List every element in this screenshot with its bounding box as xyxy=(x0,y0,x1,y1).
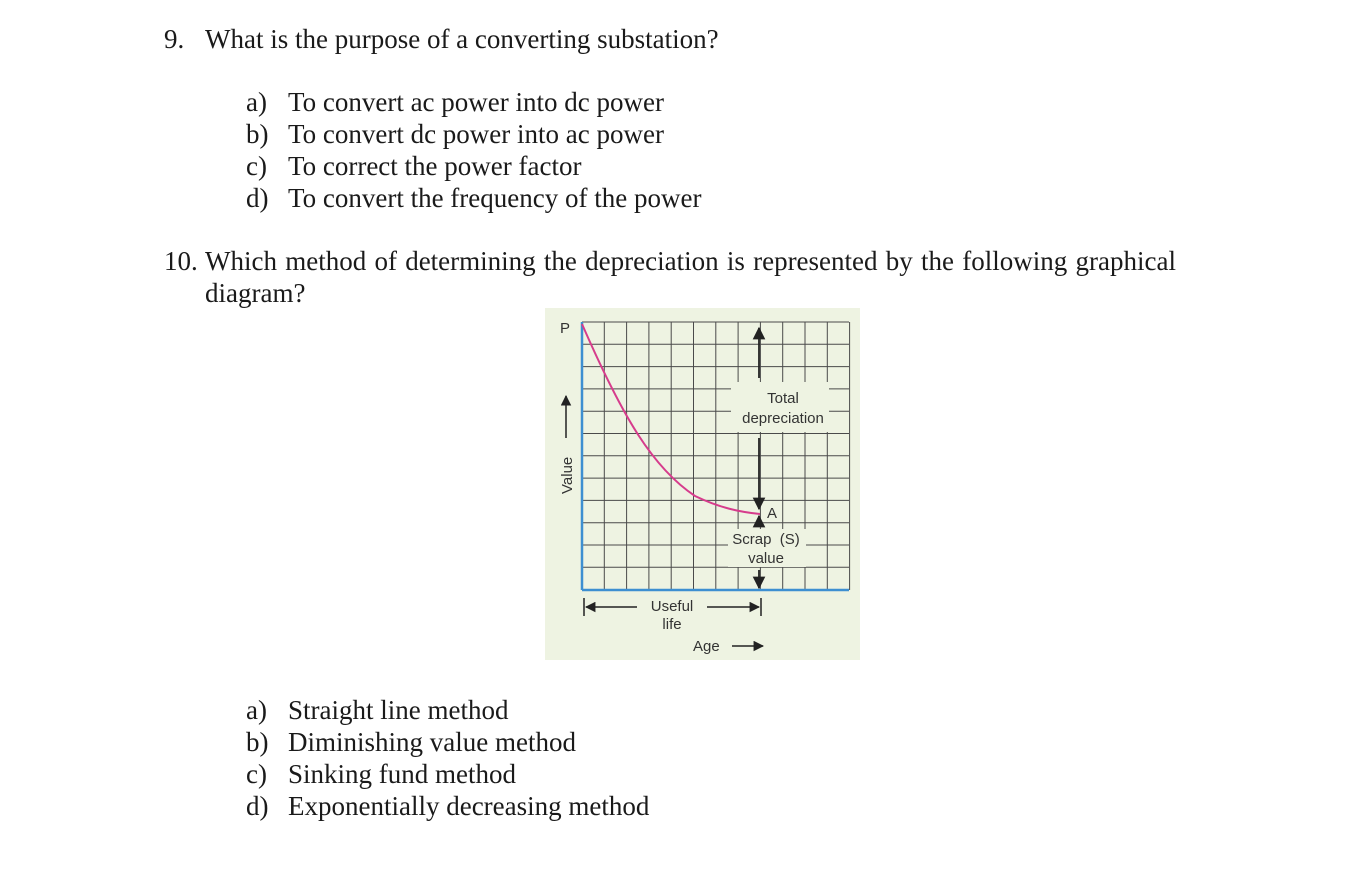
p-label: P xyxy=(560,320,571,337)
useful-label-line-2: life xyxy=(662,616,682,633)
option-text: To convert dc power into ac power xyxy=(288,119,664,149)
option-d[interactable] xyxy=(246,790,946,822)
option-label: a) xyxy=(246,695,267,725)
question-text-line-2: diagram? xyxy=(205,278,306,308)
option-d[interactable] xyxy=(246,182,946,214)
question-text: What is the purpose of a converting substation? xyxy=(205,24,719,54)
option-label: a) xyxy=(246,87,267,117)
option-c[interactable] xyxy=(246,150,946,182)
option-label: c) xyxy=(246,759,267,789)
scrap-label-line-1: Scrap (S) xyxy=(732,531,800,548)
a-label: A xyxy=(767,505,778,522)
depreciation-diagram xyxy=(545,308,860,660)
option-c[interactable] xyxy=(246,758,946,790)
question-10-options xyxy=(246,694,946,822)
scrap-label-line-2: value xyxy=(748,550,784,567)
useful-label-line-1: Useful xyxy=(650,598,694,615)
total-label-line-2: depreciation xyxy=(742,410,824,427)
option-b[interactable] xyxy=(246,726,946,758)
option-text: To convert the frequency of the power xyxy=(288,183,702,213)
question-9 xyxy=(164,23,1264,55)
option-text: Diminishing value method xyxy=(288,727,576,757)
question-number: 10. xyxy=(164,246,198,276)
option-a[interactable] xyxy=(246,86,946,118)
question-text-line-1: Which method of determining the depreciation is represented by the following graphical xyxy=(205,246,1176,276)
option-label: b) xyxy=(246,119,269,149)
total-label-line-1: Total xyxy=(767,390,799,407)
depreciation-diagram-svg xyxy=(545,308,860,660)
option-text: To correct the power factor xyxy=(288,151,582,181)
option-b[interactable] xyxy=(246,118,946,150)
y-axis-label: Value xyxy=(559,456,576,494)
option-text: Exponentially decreasing method xyxy=(288,791,650,821)
option-label: d) xyxy=(246,183,269,213)
question-9-options xyxy=(246,86,946,214)
age-label: Age xyxy=(693,638,720,655)
question-number: 9. xyxy=(164,24,185,54)
question-10 xyxy=(164,245,1314,309)
grid xyxy=(582,322,850,590)
option-label: b) xyxy=(246,727,269,757)
option-label: d) xyxy=(246,791,269,821)
option-text: Sinking fund method xyxy=(288,759,516,789)
option-text: To convert ac power into dc power xyxy=(288,87,664,117)
option-a[interactable] xyxy=(246,694,946,726)
option-text: Straight line method xyxy=(288,695,509,725)
option-label: c) xyxy=(246,151,267,181)
